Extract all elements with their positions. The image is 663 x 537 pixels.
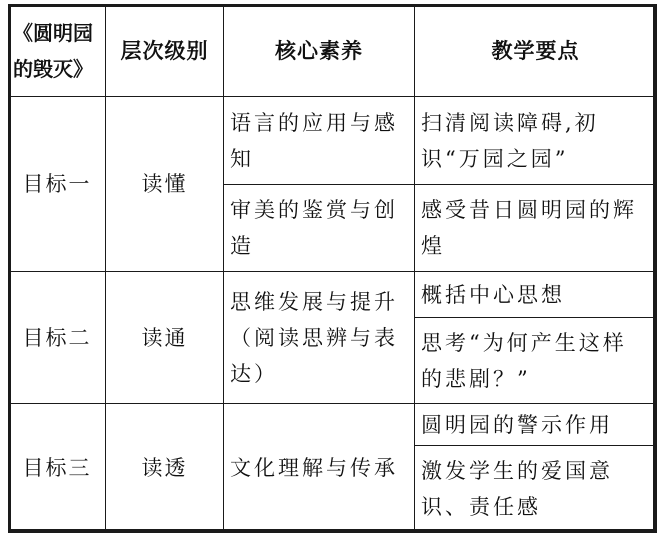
teaching-point-cell: 概括中心思想 — [415, 272, 657, 318]
teaching-point-cell: 圆明园的警示作用 — [415, 404, 657, 446]
goal-label: 目标二 — [9, 272, 106, 404]
teaching-point-cell: 激发学生的爱国意识、责任感 — [415, 446, 657, 533]
teaching-point-cell: 扫清阅读障碍,初识“万园之园” — [415, 97, 657, 185]
core-literacy-cell: 审美的鉴赏与创造 — [224, 185, 415, 272]
level-label: 读懂 — [106, 97, 224, 272]
teaching-point-cell: 思考“为何产生这样的悲剧？” — [415, 318, 657, 404]
header-teaching-points: 教学要点 — [415, 5, 657, 97]
goal-label: 目标一 — [9, 97, 106, 272]
goal-label: 目标三 — [9, 404, 106, 533]
core-literacy-cell: 思维发展与提升（阅读思辨与表达） — [224, 272, 415, 404]
table-outer-border — [8, 4, 656, 532]
level-label: 读通 — [106, 272, 224, 404]
level-label: 读透 — [106, 404, 224, 533]
header-core-literacy: 核心素养 — [224, 5, 415, 97]
core-literacy-cell: 文化理解与传承 — [224, 404, 415, 533]
header-level: 层次级别 — [106, 5, 224, 97]
core-literacy-cell: 语言的应用与感知 — [224, 97, 415, 185]
teaching-point-cell: 感受昔日圆明园的辉煌 — [415, 185, 657, 272]
header-lesson-title: 《圆明园的毁灭》 — [9, 5, 106, 97]
